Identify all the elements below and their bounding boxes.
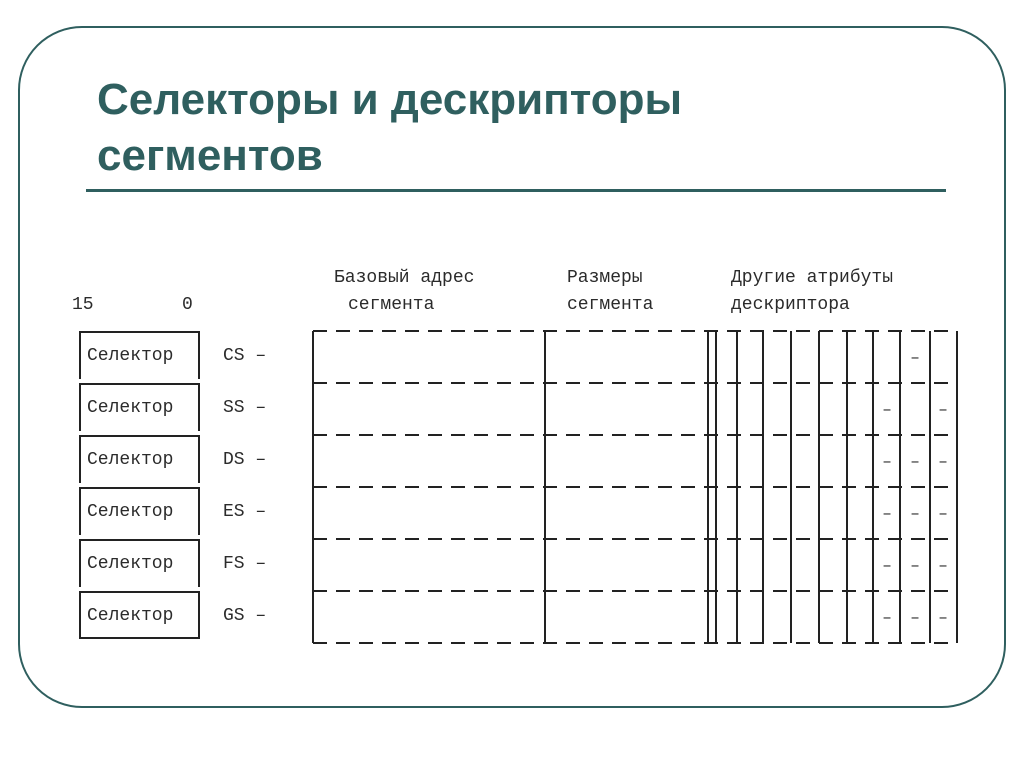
attribute-mark: – [882, 453, 892, 471]
segment-size-header-line1: Размеры [567, 268, 643, 288]
slide-title: Селекторы и дескрипторы сегментов [97, 75, 683, 180]
register-label-ss: SS – [223, 398, 267, 418]
attribute-mark: – [938, 453, 948, 471]
other-attributes-header-line2: дескриптора [731, 295, 850, 315]
attribute-mark: – [910, 349, 920, 367]
selector-label-cs: Селектор [87, 346, 174, 366]
attribute-mark: – [938, 505, 948, 523]
selector-label-es: Селектор [87, 502, 174, 522]
attribute-mark: – [938, 609, 948, 627]
other-attributes-header-line1: Другие атрибуты [731, 268, 894, 288]
bit-number-high: 15 [72, 295, 94, 315]
attribute-mark: – [910, 609, 920, 627]
attribute-mark: – [910, 557, 920, 575]
selector-label-ss: Селектор [87, 398, 174, 418]
attribute-mark: – [938, 557, 948, 575]
attribute-mark: – [882, 609, 892, 627]
register-label-gs: GS – [223, 606, 267, 626]
selector-label-gs: Селектор [87, 606, 174, 626]
register-label-cs: CS – [223, 346, 267, 366]
register-label-es: ES – [223, 502, 267, 522]
bit-number-low: 0 [182, 295, 193, 315]
attribute-mark: – [882, 505, 892, 523]
register-label-ds: DS – [223, 450, 267, 470]
attribute-mark: – [910, 505, 920, 523]
base-address-header-line2: сегмента [348, 295, 435, 315]
register-label-fs: FS – [223, 554, 267, 574]
attribute-mark: – [882, 401, 892, 419]
attribute-mark: – [882, 557, 892, 575]
segment-size-header-line2: сегмента [567, 295, 654, 315]
attribute-mark: – [938, 401, 948, 419]
attribute-mark: – [910, 453, 920, 471]
base-address-header-line1: Базовый адрес [334, 268, 475, 288]
selector-label-fs: Селектор [87, 554, 174, 574]
selector-label-ds: Селектор [87, 450, 174, 470]
